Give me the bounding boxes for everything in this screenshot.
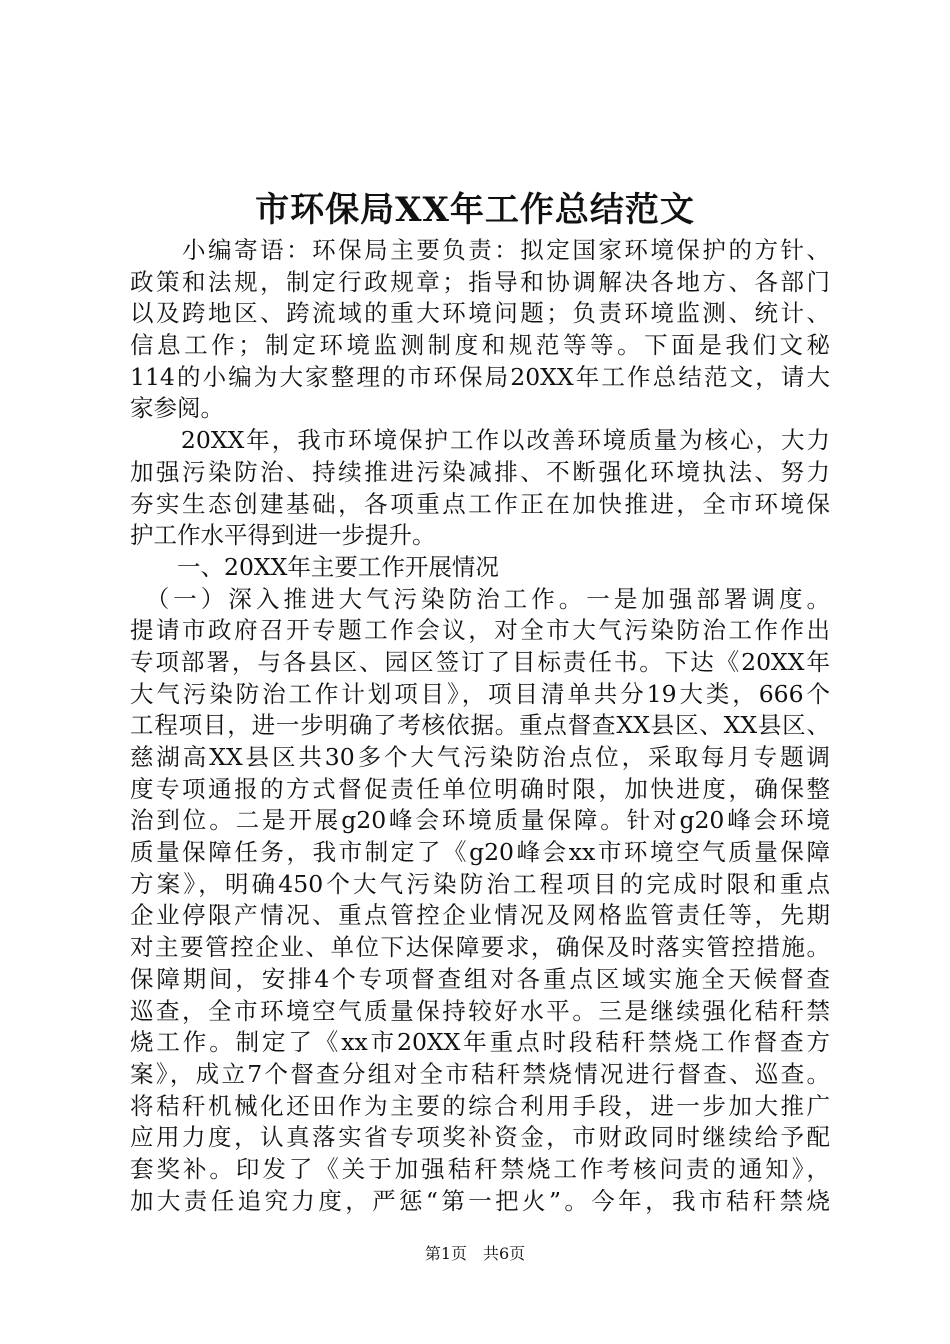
body-line: 治到位。二是开展g20峰会环境质量保障。针对g20峰会环境 bbox=[130, 806, 830, 835]
body-line: 加大责任追究力度，严惩“第一把火”。今年，我市秸秆禁烧 bbox=[130, 1186, 830, 1215]
body-line: 大气污染防治工作计划项目》，项目清单共分19大类，666个 bbox=[130, 679, 830, 708]
body-line: 护工作水平得到进一步提升。 bbox=[130, 521, 436, 550]
body-line: 应用力度，认真落实省专项奖补资金，市财政同时继续给予配 bbox=[130, 1123, 830, 1152]
body-line: （一）深入推进大气污染防治工作。一是加强部署调度。 bbox=[130, 584, 830, 613]
body-line: 烧工作。制定了《xx市20XX年重点时段秸秆禁烧工作督查方 bbox=[130, 1028, 830, 1057]
body-line: 政策和法规，制定行政规章；指导和协调解决各地方、各部门 bbox=[130, 267, 830, 296]
body-line: 提请市政府召开专题工作会议，对全市大气污染防治工作作出 bbox=[130, 616, 830, 645]
body-line: 案》，成立7个督查分组对全市秸秆禁烧情况进行督查、巡查。 bbox=[130, 1059, 830, 1088]
body-line: 一、20XX年主要工作开展情况 bbox=[130, 552, 499, 581]
body-line: 将秸秆机械化还田作为主要的综合利用手段，进一步加大推广 bbox=[130, 1091, 830, 1120]
body-line: 夯实生态创建基础，各项重点工作正在加快推进，全市环境保 bbox=[130, 489, 830, 518]
body-line: 信息工作；制定环境监测制度和规范等等。下面是我们文秘 bbox=[130, 331, 830, 360]
document-title: 市环保局XX年工作总结范文 bbox=[255, 190, 695, 230]
body-line: 小编寄语：环保局主要负责：拟定国家环境保护的方针、 bbox=[130, 236, 830, 264]
page-footer: 第1页 共6页 bbox=[424, 1244, 526, 1263]
body-line: 方案》，明确450个大气污染防治工程项目的完成时限和重点 bbox=[130, 869, 830, 898]
body-line: 质量保障任务，我市制定了《g20峰会xx市环境空气质量保障 bbox=[130, 838, 830, 867]
body-line: 套奖补。印发了《关于加强秸秆禁烧工作考核问责的通知》， bbox=[130, 1154, 830, 1183]
body-line: 以及跨地区、跨流域的重大环境问题；负责环境监测、统计、 bbox=[130, 299, 830, 328]
body-line: 加强污染防治、持续推进污染减排、不断强化环境执法、努力 bbox=[130, 457, 830, 486]
body-line: 对主要管控企业、单位下达保障要求，确保及时落实管控措施。 bbox=[130, 933, 830, 962]
body-line: 巡查，全市环境空气质量保持较好水平。三是继续强化秸秆禁 bbox=[130, 996, 830, 1025]
body-line: 114的小编为大家整理的市环保局20XX年工作总结范文，请大 bbox=[130, 362, 830, 391]
body-line: 保障期间，安排4个专项督查组对各重点区域实施全天候督查 bbox=[130, 964, 830, 993]
body-line: 度专项通报的方式督促责任单位明确时限，加快进度，确保整 bbox=[130, 774, 830, 803]
body-line: 20XX年，我市环境保护工作以改善环境质量为核心，大力 bbox=[130, 426, 830, 455]
body-line: 专项部署，与各县区、园区签订了目标责任书。下达《20XX年 bbox=[130, 647, 830, 676]
body-line: 工程项目，进一步明确了考核依据。重点督查XX县区、XX县区、 bbox=[130, 711, 830, 740]
body-line: 家参阅。 bbox=[130, 394, 224, 423]
body-line: 慈湖高XX县区共30多个大气污染防治点位，采取每月专题调 bbox=[130, 743, 830, 771]
document-body bbox=[130, 235, 830, 1217]
body-line: 企业停限产情况、重点管控企业情况及网格监管责任等，先期 bbox=[130, 901, 830, 930]
